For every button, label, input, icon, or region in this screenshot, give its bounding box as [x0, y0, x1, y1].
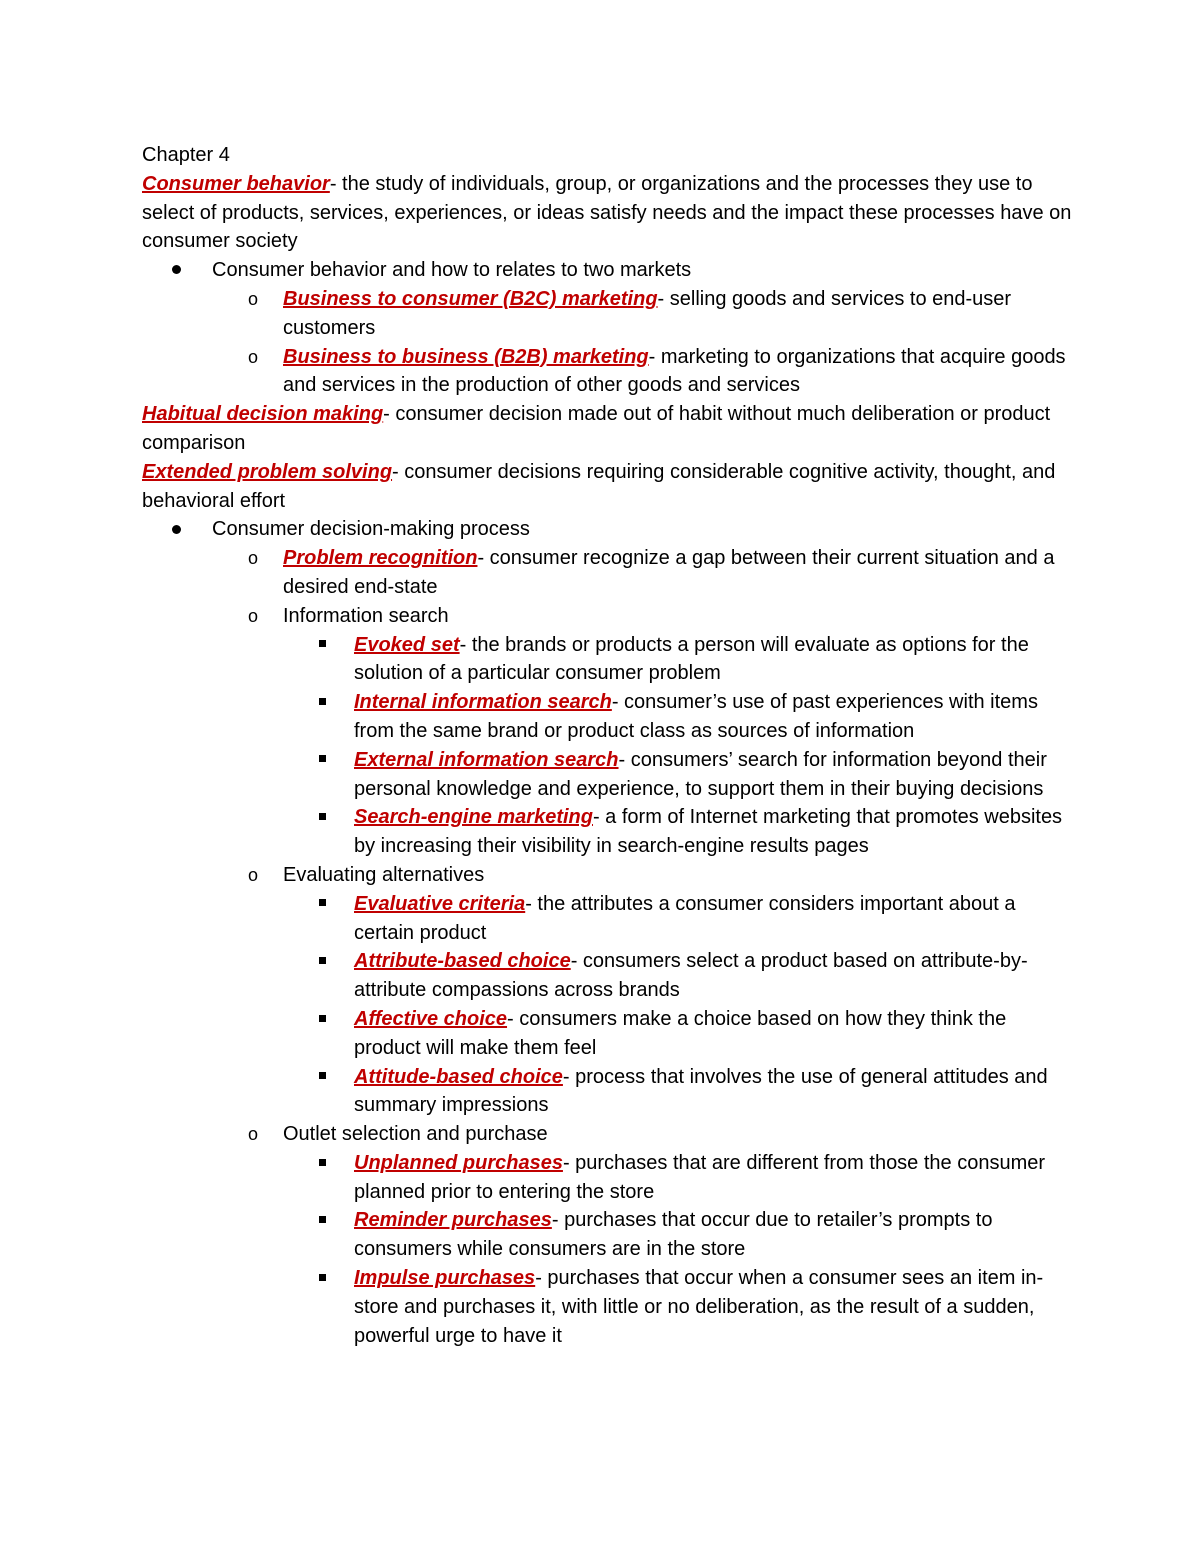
square-bullet-icon — [319, 1206, 326, 1235]
definition-text: - process that involves the use of general attitudes and summary impressions — [354, 1065, 1048, 1117]
sub-sub-bullet-item — [142, 1063, 1072, 1121]
bullet-icon: o — [248, 548, 259, 569]
term: Business to business (B2B) marketing — [283, 345, 649, 368]
definition-text: - consumers make a choice based on how they think the product will make them feel — [354, 1007, 1007, 1059]
sub-sub-bullet-item — [142, 803, 1072, 861]
definition-text: - selling goods and services to end-user customers — [283, 287, 1012, 339]
term: Unplanned purchases — [354, 1151, 563, 1174]
definition-text: - consumer recognize a gap between their current situation and a desired end-state — [283, 547, 1055, 598]
definition-text: - consumer decisions requiring considerable cognitive activity, thought, and behavioral effort — [142, 460, 1056, 512]
bullet-text: Consumer behavior and how to relates to two markets — [212, 259, 692, 282]
sub-bullet-item — [142, 1120, 1072, 1149]
square-bullet-icon — [319, 1264, 326, 1293]
sub-sub-bullet-item — [142, 947, 1072, 1005]
term: Problem recognition — [283, 547, 478, 570]
bullet-icon: o — [248, 346, 259, 367]
square-bullet-icon — [319, 1005, 326, 1034]
definition-text: - a form of Internet marketing that promotes websites by increasing their visibility in search-engine results pages — [354, 806, 1063, 858]
sub-sub-bullet-item — [142, 631, 1072, 689]
square-bullet-icon — [319, 746, 326, 775]
term: Extended problem solving — [142, 460, 393, 483]
sub-bullet-item — [142, 285, 1072, 343]
square-bullet-icon — [319, 947, 326, 976]
definition-text: - consumer’s use of past experiences with items from the same brand or product class as sources of information — [354, 691, 1038, 742]
term: Reminder purchases — [354, 1209, 552, 1232]
bullet-item — [142, 256, 1072, 285]
bullet-icon: o — [248, 1124, 259, 1145]
sub-bullet-item — [142, 544, 1072, 602]
sub-sub-bullet-item — [142, 746, 1072, 804]
bullet-icon: o — [248, 864, 259, 885]
term: Internal information search — [354, 691, 612, 714]
bullet-text: Outlet selection and purchase — [283, 1123, 548, 1146]
square-bullet-icon — [319, 803, 326, 832]
term: Consumer behavior — [142, 172, 330, 195]
bullet-icon — [172, 515, 181, 544]
term: External information search — [354, 748, 619, 771]
term: Affective choice — [354, 1007, 508, 1030]
square-bullet-icon — [319, 1063, 326, 1092]
square-bullet-icon — [319, 1149, 326, 1178]
square-bullet-icon — [319, 688, 326, 717]
bullet-icon — [172, 256, 181, 285]
definition-paragraph — [142, 170, 1072, 256]
term: Impulse purchases — [354, 1267, 536, 1290]
term: Habitual decision making — [142, 403, 384, 426]
bullet-icon: o — [248, 605, 259, 626]
term: Attribute-based choice — [354, 950, 571, 973]
term: Business to consumer (B2C) marketing — [283, 287, 658, 310]
definition-text: - the attributes a consumer considers important about a certain product — [354, 892, 1016, 944]
chapter-title: Chapter 4 — [142, 144, 230, 166]
definition-text: - consumers select a product based on attribute-by-attribute compassions across brands — [354, 950, 1028, 1002]
definition-text: - the brands or products a person will evaluate as options for the solution of a particular consumer problem — [354, 633, 1029, 685]
document-body — [142, 141, 1072, 1350]
term: Attitude-based choice — [354, 1065, 563, 1088]
sub-sub-bullet-item — [142, 1206, 1072, 1264]
definition-text: - purchases that occur due to retailer’s prompts to consumers while consumers are in the store — [354, 1209, 993, 1261]
sub-sub-bullet-item — [142, 1005, 1072, 1063]
bullet-text: Information search — [283, 604, 449, 627]
bullet-icon: o — [248, 288, 259, 309]
sub-bullet-item — [142, 602, 1072, 631]
bullet-item — [142, 515, 1072, 544]
term: Search-engine marketing — [354, 806, 593, 829]
bullet-text: Evaluating alternatives — [283, 863, 485, 886]
sub-sub-bullet-item — [142, 1264, 1072, 1350]
definition-text: - marketing to organizations that acquire goods and services in the production of other goods and services — [283, 345, 1066, 397]
definition-paragraph — [142, 400, 1072, 458]
sub-sub-bullet-item — [142, 688, 1072, 746]
definition-text: - purchases that are different from those the consumer planned prior to entering the store — [354, 1151, 1046, 1203]
definition-text: - the study of individuals, group, or organizations and the processes they use to select of products, services, experiences, or ideas satisfy needs and the impact these processes have on consumer society — [142, 172, 1072, 253]
definition-text: - consumer decision made out of habit without much deliberation or product comparison — [142, 403, 1051, 454]
sub-bullet-item — [142, 861, 1072, 890]
bullet-text: Consumer decision-making process — [212, 518, 530, 541]
term: Evaluative criteria — [354, 892, 526, 915]
definition-text: - consumers’ search for information beyond their personal knowledge and experience, to support them in their buying decisions — [354, 748, 1047, 800]
sub-sub-bullet-item — [142, 890, 1072, 948]
term: Evoked set — [354, 633, 460, 656]
definition-text: - purchases that occur when a consumer sees an item in-store and purchases it, with little or no deliberation, as the result of a sudden, powerful urge to have it — [354, 1267, 1044, 1347]
sub-sub-bullet-item — [142, 1149, 1072, 1207]
definition-paragraph — [142, 458, 1072, 516]
sub-bullet-item — [142, 343, 1072, 401]
square-bullet-icon — [319, 631, 326, 660]
square-bullet-icon — [319, 890, 326, 919]
